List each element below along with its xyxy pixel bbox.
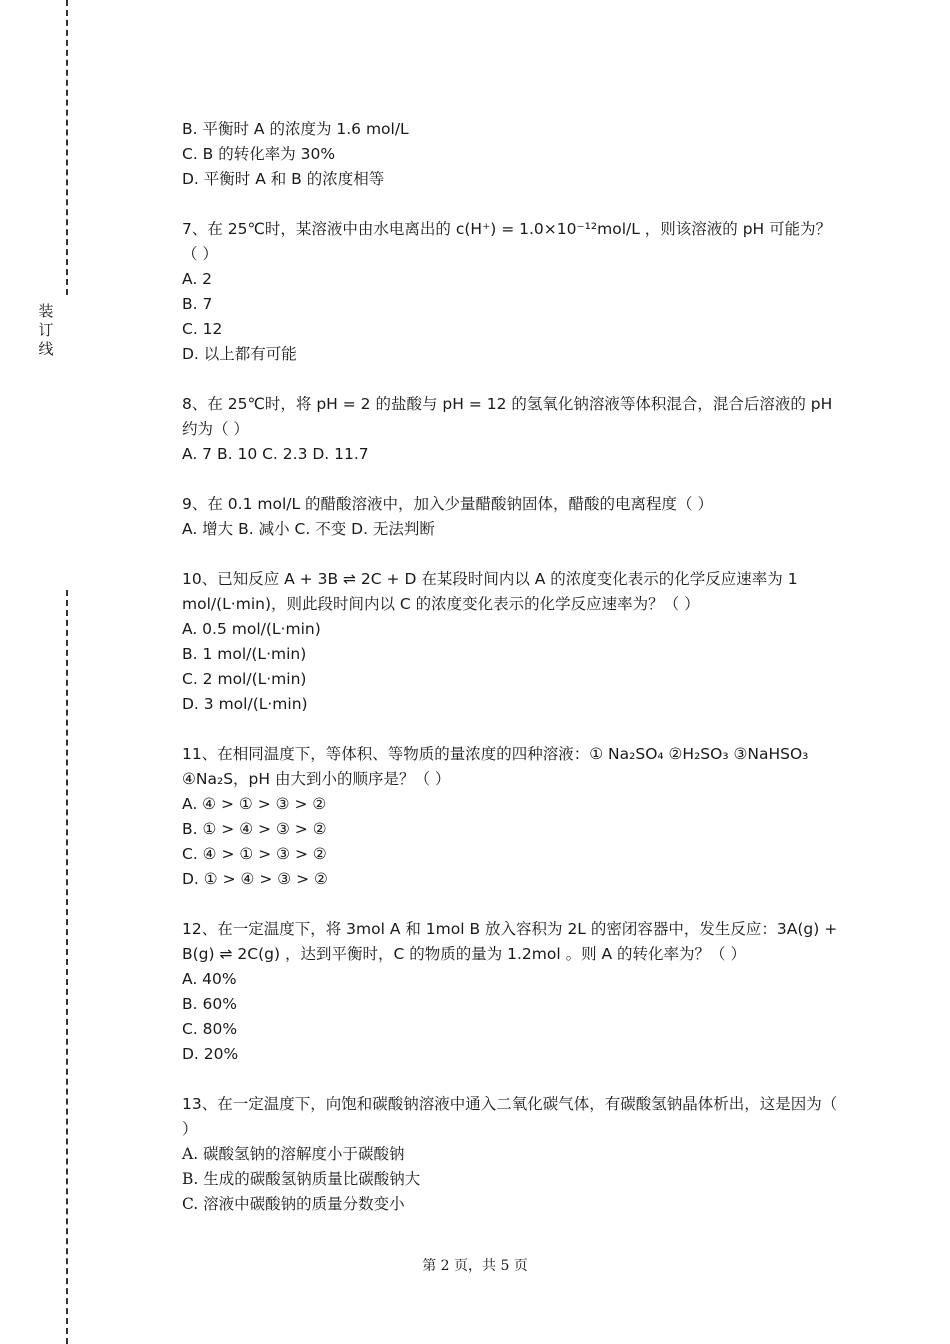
option: D. 以上都有可能: [182, 345, 297, 363]
option: A. 0.5 mol/(L·min): [182, 620, 321, 638]
option: B. ① > ④ > ③ > ②: [182, 820, 327, 838]
option-list: [182, 517, 842, 542]
binding-line-bottom: [66, 590, 68, 1344]
question-10: [182, 567, 842, 717]
binding-line-top: [66, 0, 68, 295]
question-12: [182, 917, 842, 1067]
question-9: [182, 492, 842, 542]
option-list: [182, 442, 842, 467]
question-text: 8、在 25℃时，将 pH = 2 的盐酸与 pH = 12 的氢氧化钠溶液等体积混合，混合后溶液的 pH 约为（ ）: [182, 395, 833, 438]
question-text: 9、在 0.1 mol/L 的醋酸溶液中，加入少量醋酸钠固体，醋酸的电离程度（ ）: [182, 495, 713, 513]
option: B. 生成的碳酸氢钠质量比碳酸钠大: [182, 1170, 421, 1188]
option-list: [182, 267, 842, 367]
option-list: [182, 792, 842, 892]
option: A. ④ > ① > ③ > ②: [182, 795, 327, 813]
option: B. 1 mol/(L·min): [182, 645, 307, 663]
option: C. ④ > ① > ③ > ②: [182, 845, 327, 863]
question-text: 10、已知反应 A + 3B ⇌ 2C + D 在某段时间内以 A 的浓度变化表示的化学反应速率为 1 mol/(L·min)，则此段时间内以 C 的浓度变化表示的化学反应速率为？（ ）: [182, 570, 798, 613]
question-text: 13、在一定温度下，向饱和碳酸钠溶液中通入二氧化碳气体，有碳酸氢钠晶体析出，这是因为（ ）: [182, 1095, 838, 1138]
binding-label-char: 线: [38, 340, 54, 358]
question-11: [182, 742, 842, 892]
question-6-continued: [182, 117, 842, 192]
binding-label-char: 订: [38, 321, 54, 339]
question-7: [182, 217, 842, 367]
option: A. 2: [182, 270, 213, 288]
option: A. 增大 B. 减小 C. 不变 D. 无法判断: [182, 520, 435, 538]
option-list: [182, 967, 842, 1067]
option: C. 2 mol/(L·min): [182, 670, 307, 688]
question-8: [182, 392, 842, 467]
option-list: [182, 1142, 842, 1217]
question-list: [182, 117, 842, 1242]
question-text: 7、在 25℃时，某溶液中由水电离出的 c(H⁺) = 1.0×10⁻¹²mol/L ，则该溶液的 pH 可能为？（ ）: [182, 220, 832, 263]
option: D. 3 mol/(L·min): [182, 695, 308, 713]
option: B. 平衡时 A 的浓度为 1.6 mol/L: [182, 120, 409, 138]
option: C. 80%: [182, 1020, 238, 1038]
option-list: [182, 617, 842, 717]
question-text: 12、在一定温度下，将 3mol A 和 1mol B 放入容积为 2L 的密闭容器中，发生反应：3A(g) + B(g) ⇌ 2C(g) ，达到平衡时，C 的物质的量为 1.2mol 。则 A 的转化率为？（ ）: [182, 920, 838, 963]
question-13: [182, 1092, 842, 1217]
option: B. 7: [182, 295, 213, 313]
option: A. 7 B. 10 C. 2.3 D. 11.7: [182, 445, 369, 463]
option: B. 60%: [182, 995, 237, 1013]
page-number: 第 2 页，共 5 页: [422, 1258, 528, 1274]
option: D. ① > ④ > ③ > ②: [182, 870, 328, 888]
option: C. 溶液中碳酸钠的质量分数变小: [182, 1195, 405, 1213]
binding-label-char: 装: [38, 302, 54, 320]
option: D. 20%: [182, 1045, 239, 1063]
option-list: [182, 117, 842, 192]
option: C. B 的转化率为 30%: [182, 145, 336, 163]
option: C. 12: [182, 320, 223, 338]
binding-label: [36, 302, 56, 359]
question-text: 11、在相同温度下，等体积、等物质的量浓度的四种溶液：① Na₂SO₄ ②H₂SO₃ ③NaHSO₃ ④Na₂S，pH 由大到小的顺序是？（ ）: [182, 745, 809, 788]
option: D. 平衡时 A 和 B 的浓度相等: [182, 170, 385, 188]
option: A. 碳酸氢钠的溶解度小于碳酸钠: [182, 1145, 405, 1163]
option: A. 40%: [182, 970, 237, 988]
